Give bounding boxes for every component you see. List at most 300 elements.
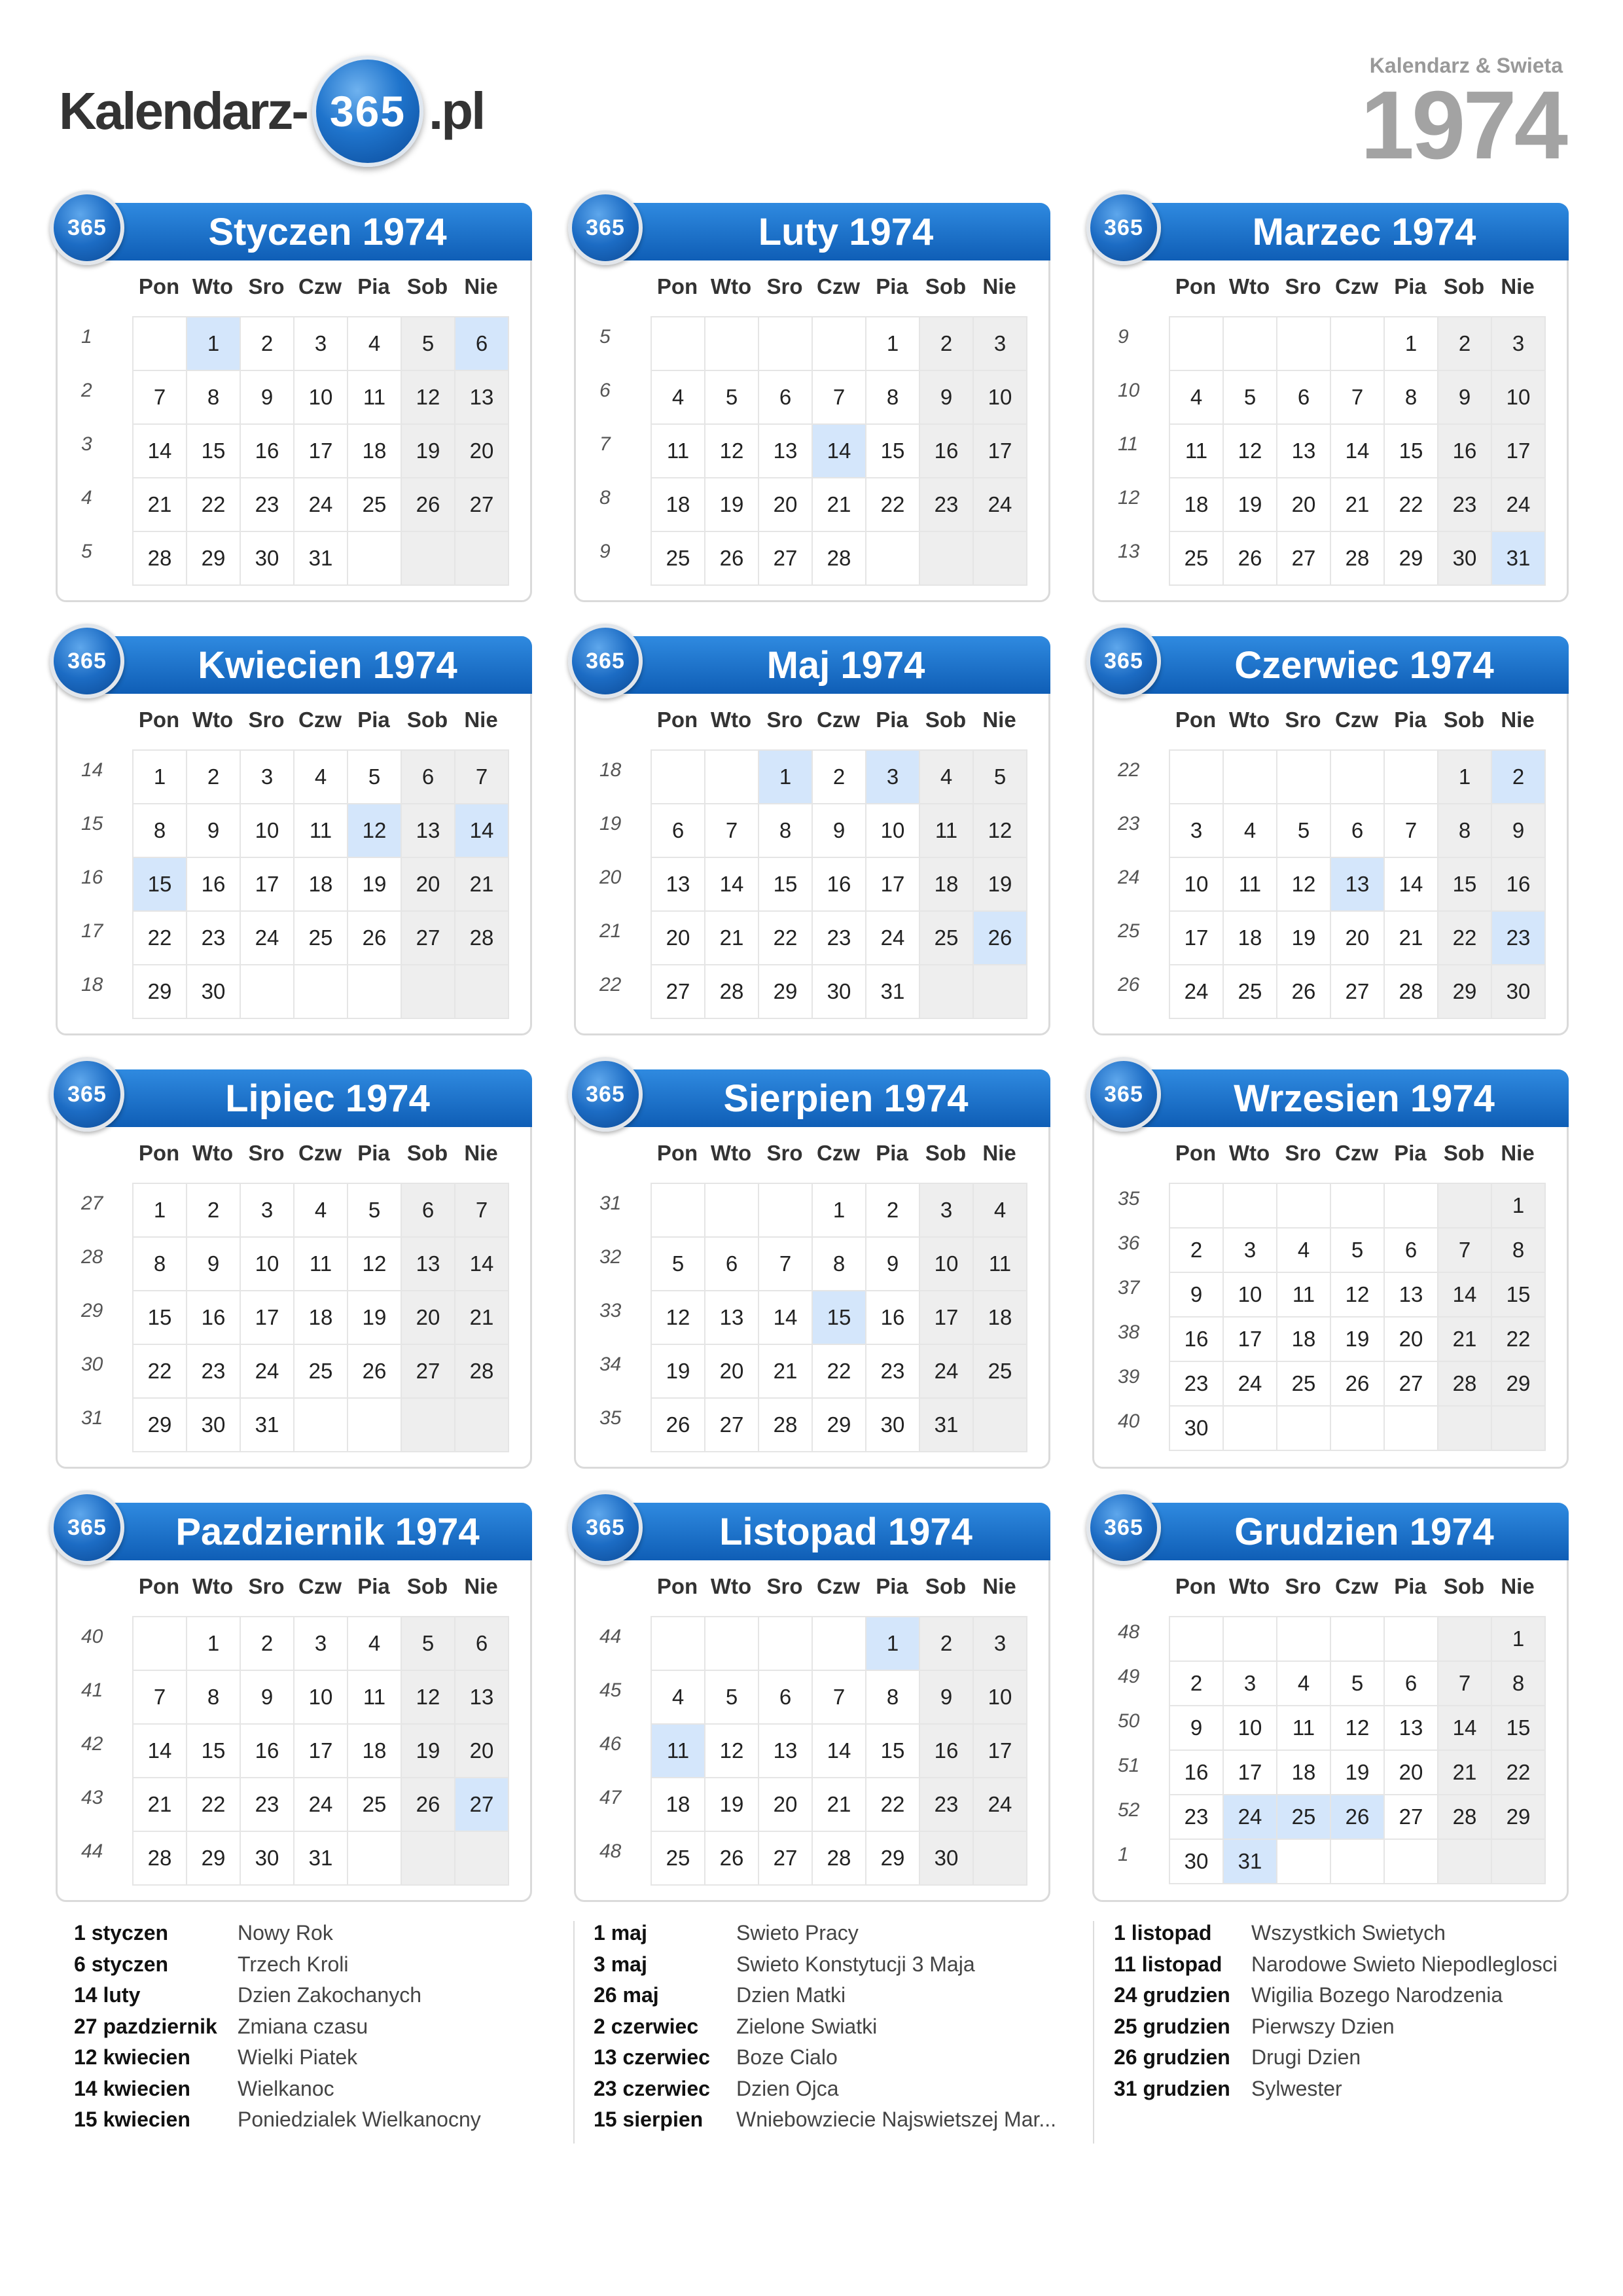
day-cell[interactable]: 1 <box>759 751 813 804</box>
day-cell[interactable]: 1 <box>866 317 920 371</box>
day-cell[interactable]: 11 <box>294 1238 348 1291</box>
day-cell[interactable]: 13 <box>1385 1706 1438 1751</box>
day-cell[interactable]: 23 <box>1170 1362 1224 1407</box>
site-logo[interactable] <box>59 62 484 160</box>
day-cell[interactable]: 18 <box>348 1725 402 1778</box>
day-cell[interactable]: 27 <box>705 1399 759 1452</box>
day-cell[interactable]: 17 <box>866 858 920 912</box>
day-cell[interactable]: 6 <box>1385 1229 1438 1273</box>
day-cell[interactable]: 29 <box>134 965 187 1019</box>
day-cell[interactable]: 12 <box>348 1238 402 1291</box>
day-cell[interactable]: 6 <box>1277 371 1331 425</box>
day-cell[interactable]: 23 <box>813 912 866 965</box>
day-cell[interactable]: 18 <box>1170 478 1224 532</box>
day-cell[interactable]: 21 <box>1331 478 1385 532</box>
day-cell[interactable]: 20 <box>652 912 705 965</box>
day-cell[interactable]: 28 <box>813 1832 866 1886</box>
day-cell[interactable]: 27 <box>402 912 455 965</box>
day-cell[interactable]: 30 <box>866 1399 920 1452</box>
day-cell[interactable]: 3 <box>974 1617 1027 1671</box>
day-cell[interactable]: 16 <box>1438 425 1492 478</box>
day-cell[interactable]: 12 <box>1331 1273 1385 1318</box>
day-cell[interactable]: 24 <box>241 912 294 965</box>
day-cell[interactable]: 20 <box>1277 478 1331 532</box>
day-cell[interactable]: 27 <box>1277 532 1331 586</box>
day-cell[interactable]: 21 <box>1438 1318 1492 1362</box>
day-cell[interactable]: 20 <box>1385 1751 1438 1795</box>
day-cell[interactable]: 23 <box>1170 1795 1224 1840</box>
day-cell[interactable]: 26 <box>1331 1362 1385 1407</box>
day-cell[interactable]: 25 <box>974 1345 1027 1399</box>
day-cell[interactable]: 4 <box>294 1184 348 1238</box>
day-cell[interactable]: 6 <box>759 371 813 425</box>
day-cell[interactable]: 9 <box>1170 1706 1224 1751</box>
day-cell[interactable]: 11 <box>974 1238 1027 1291</box>
day-cell[interactable]: 23 <box>187 912 241 965</box>
day-cell[interactable]: 29 <box>1438 965 1492 1019</box>
day-cell[interactable]: 5 <box>705 1671 759 1725</box>
day-cell[interactable]: 31 <box>1492 532 1546 586</box>
day-cell[interactable]: 11 <box>1277 1273 1331 1318</box>
day-cell[interactable]: 31 <box>294 532 348 586</box>
day-cell[interactable]: 12 <box>652 1291 705 1345</box>
day-cell[interactable]: 19 <box>1331 1751 1385 1795</box>
day-cell[interactable]: 9 <box>920 371 974 425</box>
day-cell[interactable]: 15 <box>813 1291 866 1345</box>
day-cell[interactable]: 8 <box>866 1671 920 1725</box>
day-cell[interactable]: 6 <box>455 1617 509 1671</box>
day-cell[interactable]: 17 <box>1224 1318 1277 1362</box>
day-cell[interactable]: 30 <box>1170 1840 1224 1884</box>
day-cell[interactable]: 11 <box>920 804 974 858</box>
day-cell[interactable]: 2 <box>920 1617 974 1671</box>
day-cell[interactable]: 26 <box>1277 965 1331 1019</box>
day-cell[interactable]: 5 <box>1331 1662 1385 1706</box>
day-cell[interactable]: 26 <box>705 532 759 586</box>
day-cell[interactable]: 22 <box>134 1345 187 1399</box>
day-cell[interactable]: 21 <box>455 1291 509 1345</box>
day-cell[interactable]: 4 <box>1277 1229 1331 1273</box>
day-cell[interactable]: 26 <box>348 912 402 965</box>
day-cell[interactable]: 9 <box>920 1671 974 1725</box>
day-cell[interactable]: 28 <box>813 532 866 586</box>
day-cell[interactable]: 10 <box>1224 1273 1277 1318</box>
day-cell[interactable]: 1 <box>813 1184 866 1238</box>
day-cell[interactable]: 10 <box>974 1671 1027 1725</box>
day-cell[interactable]: 4 <box>348 317 402 371</box>
day-cell[interactable]: 20 <box>402 858 455 912</box>
day-cell[interactable]: 11 <box>348 1671 402 1725</box>
day-cell[interactable]: 20 <box>1331 912 1385 965</box>
day-cell[interactable]: 12 <box>348 804 402 858</box>
day-cell[interactable]: 16 <box>187 858 241 912</box>
day-cell[interactable]: 3 <box>1224 1662 1277 1706</box>
day-cell[interactable]: 27 <box>759 1832 813 1886</box>
day-cell[interactable]: 9 <box>241 371 294 425</box>
day-cell[interactable]: 27 <box>455 478 509 532</box>
day-cell[interactable]: 18 <box>920 858 974 912</box>
day-cell[interactable]: 11 <box>348 371 402 425</box>
day-cell[interactable]: 7 <box>455 1184 509 1238</box>
day-cell[interactable]: 28 <box>1385 965 1438 1019</box>
day-cell[interactable]: 15 <box>187 425 241 478</box>
day-cell[interactable]: 20 <box>455 425 509 478</box>
day-cell[interactable]: 14 <box>1438 1273 1492 1318</box>
day-cell[interactable]: 14 <box>705 858 759 912</box>
day-cell[interactable]: 3 <box>241 751 294 804</box>
day-cell[interactable]: 23 <box>1492 912 1546 965</box>
day-cell[interactable]: 29 <box>134 1399 187 1452</box>
day-cell[interactable]: 13 <box>402 1238 455 1291</box>
day-cell[interactable]: 7 <box>1385 804 1438 858</box>
day-cell[interactable]: 29 <box>187 1832 241 1886</box>
day-cell[interactable]: 7 <box>813 371 866 425</box>
day-cell[interactable]: 3 <box>294 317 348 371</box>
day-cell[interactable]: 20 <box>1385 1318 1438 1362</box>
day-cell[interactable]: 23 <box>866 1345 920 1399</box>
day-cell[interactable]: 8 <box>134 1238 187 1291</box>
day-cell[interactable]: 21 <box>134 1778 187 1832</box>
day-cell[interactable]: 29 <box>1492 1795 1546 1840</box>
day-cell[interactable]: 2 <box>187 1184 241 1238</box>
day-cell[interactable]: 29 <box>1385 532 1438 586</box>
day-cell[interactable]: 15 <box>1492 1273 1546 1318</box>
day-cell[interactable]: 4 <box>920 751 974 804</box>
day-cell[interactable]: 25 <box>1277 1362 1331 1407</box>
day-cell[interactable]: 20 <box>455 1725 509 1778</box>
day-cell[interactable]: 30 <box>187 965 241 1019</box>
day-cell[interactable]: 14 <box>759 1291 813 1345</box>
day-cell[interactable]: 17 <box>241 1291 294 1345</box>
day-cell[interactable]: 15 <box>187 1725 241 1778</box>
day-cell[interactable]: 7 <box>1331 371 1385 425</box>
day-cell[interactable]: 19 <box>1331 1318 1385 1362</box>
day-cell[interactable]: 18 <box>348 425 402 478</box>
day-cell[interactable]: 29 <box>1492 1362 1546 1407</box>
day-cell[interactable]: 23 <box>241 478 294 532</box>
day-cell[interactable]: 16 <box>920 425 974 478</box>
day-cell[interactable]: 12 <box>1224 425 1277 478</box>
day-cell[interactable]: 6 <box>1385 1662 1438 1706</box>
day-cell[interactable]: 20 <box>705 1345 759 1399</box>
day-cell[interactable]: 12 <box>1277 858 1331 912</box>
day-cell[interactable]: 4 <box>1170 371 1224 425</box>
day-cell[interactable]: 14 <box>813 425 866 478</box>
day-cell[interactable]: 2 <box>1170 1229 1224 1273</box>
day-cell[interactable]: 28 <box>1438 1362 1492 1407</box>
day-cell[interactable]: 22 <box>1492 1318 1546 1362</box>
day-cell[interactable]: 27 <box>1385 1362 1438 1407</box>
day-cell[interactable]: 6 <box>759 1671 813 1725</box>
day-cell[interactable]: 14 <box>1331 425 1385 478</box>
day-cell[interactable]: 14 <box>813 1725 866 1778</box>
day-cell[interactable]: 4 <box>1277 1662 1331 1706</box>
day-cell[interactable]: 10 <box>294 371 348 425</box>
day-cell[interactable]: 14 <box>455 804 509 858</box>
day-cell[interactable]: 17 <box>1224 1751 1277 1795</box>
day-cell[interactable]: 13 <box>1385 1273 1438 1318</box>
day-cell[interactable]: 15 <box>134 1291 187 1345</box>
day-cell[interactable]: 8 <box>813 1238 866 1291</box>
day-cell[interactable]: 7 <box>134 371 187 425</box>
day-cell[interactable]: 14 <box>134 425 187 478</box>
day-cell[interactable]: 26 <box>705 1832 759 1886</box>
day-cell[interactable]: 1 <box>187 317 241 371</box>
day-cell[interactable]: 23 <box>1438 478 1492 532</box>
day-cell[interactable]: 2 <box>1438 317 1492 371</box>
day-cell[interactable]: 13 <box>759 425 813 478</box>
day-cell[interactable]: 3 <box>974 317 1027 371</box>
day-cell[interactable]: 7 <box>1438 1229 1492 1273</box>
day-cell[interactable]: 21 <box>134 478 187 532</box>
day-cell[interactable]: 11 <box>294 804 348 858</box>
day-cell[interactable]: 17 <box>294 1725 348 1778</box>
day-cell[interactable]: 1 <box>187 1617 241 1671</box>
day-cell[interactable]: 18 <box>652 1778 705 1832</box>
day-cell[interactable]: 30 <box>187 1399 241 1452</box>
day-cell[interactable]: 30 <box>813 965 866 1019</box>
day-cell[interactable]: 18 <box>294 858 348 912</box>
day-cell[interactable]: 18 <box>974 1291 1027 1345</box>
day-cell[interactable]: 29 <box>866 1832 920 1886</box>
day-cell[interactable]: 31 <box>294 1832 348 1886</box>
day-cell[interactable]: 12 <box>1331 1706 1385 1751</box>
day-cell[interactable]: 1 <box>1492 1184 1546 1229</box>
day-cell[interactable]: 20 <box>402 1291 455 1345</box>
day-cell[interactable]: 7 <box>1438 1662 1492 1706</box>
day-cell[interactable]: 1 <box>866 1617 920 1671</box>
day-cell[interactable]: 2 <box>187 751 241 804</box>
day-cell[interactable]: 28 <box>1331 532 1385 586</box>
day-cell[interactable]: 26 <box>1331 1795 1385 1840</box>
day-cell[interactable]: 3 <box>294 1617 348 1671</box>
day-cell[interactable]: 13 <box>455 371 509 425</box>
day-cell[interactable]: 22 <box>134 912 187 965</box>
day-cell[interactable]: 21 <box>1385 912 1438 965</box>
day-cell[interactable]: 25 <box>1277 1795 1331 1840</box>
day-cell[interactable]: 23 <box>920 478 974 532</box>
day-cell[interactable]: 22 <box>1438 912 1492 965</box>
day-cell[interactable]: 8 <box>866 371 920 425</box>
day-cell[interactable]: 15 <box>134 858 187 912</box>
day-cell[interactable]: 24 <box>1492 478 1546 532</box>
day-cell[interactable]: 16 <box>1492 858 1546 912</box>
day-cell[interactable]: 19 <box>705 478 759 532</box>
day-cell[interactable]: 16 <box>920 1725 974 1778</box>
day-cell[interactable]: 2 <box>920 317 974 371</box>
day-cell[interactable]: 6 <box>705 1238 759 1291</box>
day-cell[interactable]: 19 <box>974 858 1027 912</box>
day-cell[interactable]: 20 <box>759 1778 813 1832</box>
day-cell[interactable]: 5 <box>705 371 759 425</box>
day-cell[interactable]: 16 <box>866 1291 920 1345</box>
day-cell[interactable]: 26 <box>402 1778 455 1832</box>
day-cell[interactable]: 10 <box>241 1238 294 1291</box>
day-cell[interactable]: 9 <box>1170 1273 1224 1318</box>
day-cell[interactable]: 12 <box>402 371 455 425</box>
day-cell[interactable]: 30 <box>241 532 294 586</box>
day-cell[interactable]: 25 <box>1170 532 1224 586</box>
day-cell[interactable]: 25 <box>348 1778 402 1832</box>
day-cell[interactable]: 21 <box>455 858 509 912</box>
day-cell[interactable]: 16 <box>813 858 866 912</box>
day-cell[interactable]: 21 <box>705 912 759 965</box>
day-cell[interactable]: 25 <box>294 912 348 965</box>
day-cell[interactable]: 5 <box>974 751 1027 804</box>
day-cell[interactable]: 8 <box>187 371 241 425</box>
day-cell[interactable]: 30 <box>920 1832 974 1886</box>
day-cell[interactable]: 20 <box>759 478 813 532</box>
day-cell[interactable]: 2 <box>1492 751 1546 804</box>
day-cell[interactable]: 30 <box>1438 532 1492 586</box>
day-cell[interactable]: 18 <box>294 1291 348 1345</box>
day-cell[interactable]: 23 <box>920 1778 974 1832</box>
day-cell[interactable]: 11 <box>1224 858 1277 912</box>
day-cell[interactable]: 22 <box>759 912 813 965</box>
day-cell[interactable]: 4 <box>348 1617 402 1671</box>
day-cell[interactable]: 27 <box>1331 965 1385 1019</box>
day-cell[interactable]: 19 <box>705 1778 759 1832</box>
day-cell[interactable]: 2 <box>813 751 866 804</box>
day-cell[interactable]: 22 <box>187 1778 241 1832</box>
day-cell[interactable]: 10 <box>294 1671 348 1725</box>
day-cell[interactable]: 24 <box>920 1345 974 1399</box>
day-cell[interactable]: 9 <box>1492 804 1546 858</box>
day-cell[interactable]: 16 <box>187 1291 241 1345</box>
day-cell[interactable]: 19 <box>1277 912 1331 965</box>
day-cell[interactable]: 1 <box>1385 317 1438 371</box>
day-cell[interactable]: 11 <box>652 425 705 478</box>
day-cell[interactable]: 31 <box>866 965 920 1019</box>
day-cell[interactable]: 13 <box>1277 425 1331 478</box>
day-cell[interactable]: 13 <box>759 1725 813 1778</box>
day-cell[interactable]: 16 <box>241 1725 294 1778</box>
day-cell[interactable]: 3 <box>920 1184 974 1238</box>
day-cell[interactable]: 25 <box>348 478 402 532</box>
day-cell[interactable]: 4 <box>294 751 348 804</box>
day-cell[interactable]: 7 <box>455 751 509 804</box>
day-cell[interactable]: 11 <box>652 1725 705 1778</box>
day-cell[interactable]: 17 <box>1170 912 1224 965</box>
day-cell[interactable]: 19 <box>402 1725 455 1778</box>
day-cell[interactable]: 25 <box>652 532 705 586</box>
day-cell[interactable]: 2 <box>241 1617 294 1671</box>
day-cell[interactable]: 17 <box>1492 425 1546 478</box>
day-cell[interactable]: 11 <box>1277 1706 1331 1751</box>
day-cell[interactable]: 17 <box>241 858 294 912</box>
day-cell[interactable]: 4 <box>652 1671 705 1725</box>
day-cell[interactable]: 6 <box>1331 804 1385 858</box>
day-cell[interactable]: 22 <box>813 1345 866 1399</box>
day-cell[interactable]: 9 <box>241 1671 294 1725</box>
day-cell[interactable]: 9 <box>187 804 241 858</box>
day-cell[interactable]: 27 <box>652 965 705 1019</box>
day-cell[interactable]: 19 <box>1224 478 1277 532</box>
day-cell[interactable]: 25 <box>1224 965 1277 1019</box>
day-cell[interactable]: 13 <box>652 858 705 912</box>
day-cell[interactable]: 8 <box>134 804 187 858</box>
day-cell[interactable]: 17 <box>920 1291 974 1345</box>
day-cell[interactable]: 8 <box>759 804 813 858</box>
day-cell[interactable]: 24 <box>1224 1795 1277 1840</box>
day-cell[interactable]: 3 <box>241 1184 294 1238</box>
day-cell[interactable]: 17 <box>974 425 1027 478</box>
day-cell[interactable]: 3 <box>866 751 920 804</box>
day-cell[interactable]: 26 <box>652 1399 705 1452</box>
day-cell[interactable]: 15 <box>1492 1706 1546 1751</box>
day-cell[interactable]: 13 <box>705 1291 759 1345</box>
day-cell[interactable]: 22 <box>1492 1751 1546 1795</box>
day-cell[interactable]: 28 <box>455 1345 509 1399</box>
day-cell[interactable]: 31 <box>241 1399 294 1452</box>
day-cell[interactable]: 8 <box>1492 1229 1546 1273</box>
day-cell[interactable]: 25 <box>652 1832 705 1886</box>
day-cell[interactable]: 27 <box>759 532 813 586</box>
day-cell[interactable]: 21 <box>813 1778 866 1832</box>
day-cell[interactable]: 12 <box>974 804 1027 858</box>
day-cell[interactable]: 10 <box>1170 858 1224 912</box>
day-cell[interactable]: 24 <box>294 1778 348 1832</box>
day-cell[interactable]: 5 <box>1331 1229 1385 1273</box>
day-cell[interactable]: 10 <box>1224 1706 1277 1751</box>
day-cell[interactable]: 27 <box>455 1778 509 1832</box>
day-cell[interactable]: 5 <box>348 751 402 804</box>
day-cell[interactable]: 12 <box>402 1671 455 1725</box>
day-cell[interactable]: 3 <box>1492 317 1546 371</box>
day-cell[interactable]: 18 <box>1277 1318 1331 1362</box>
day-cell[interactable]: 10 <box>241 804 294 858</box>
day-cell[interactable]: 8 <box>1438 804 1492 858</box>
day-cell[interactable]: 9 <box>1438 371 1492 425</box>
day-cell[interactable]: 1 <box>1438 751 1492 804</box>
day-cell[interactable]: 12 <box>705 425 759 478</box>
day-cell[interactable]: 26 <box>348 1345 402 1399</box>
day-cell[interactable]: 26 <box>1224 532 1277 586</box>
day-cell[interactable]: 25 <box>294 1345 348 1399</box>
day-cell[interactable]: 1 <box>134 1184 187 1238</box>
day-cell[interactable]: 21 <box>813 478 866 532</box>
day-cell[interactable]: 24 <box>974 1778 1027 1832</box>
day-cell[interactable]: 6 <box>402 1184 455 1238</box>
day-cell[interactable]: 5 <box>1277 804 1331 858</box>
day-cell[interactable]: 13 <box>455 1671 509 1725</box>
day-cell[interactable]: 6 <box>652 804 705 858</box>
day-cell[interactable]: 3 <box>1224 1229 1277 1273</box>
day-cell[interactable]: 27 <box>1385 1795 1438 1840</box>
day-cell[interactable]: 21 <box>1438 1751 1492 1795</box>
day-cell[interactable]: 10 <box>1492 371 1546 425</box>
day-cell[interactable]: 10 <box>974 371 1027 425</box>
day-cell[interactable]: 15 <box>759 858 813 912</box>
day-cell[interactable]: 24 <box>1224 1362 1277 1407</box>
day-cell[interactable]: 15 <box>866 1725 920 1778</box>
day-cell[interactable]: 6 <box>402 751 455 804</box>
day-cell[interactable]: 5 <box>348 1184 402 1238</box>
day-cell[interactable]: 28 <box>1438 1795 1492 1840</box>
day-cell[interactable]: 30 <box>1492 965 1546 1019</box>
day-cell[interactable]: 4 <box>974 1184 1027 1238</box>
day-cell[interactable]: 4 <box>652 371 705 425</box>
day-cell[interactable]: 22 <box>187 478 241 532</box>
day-cell[interactable]: 16 <box>1170 1318 1224 1362</box>
day-cell[interactable]: 10 <box>920 1238 974 1291</box>
day-cell[interactable]: 19 <box>348 1291 402 1345</box>
day-cell[interactable]: 7 <box>134 1671 187 1725</box>
day-cell[interactable]: 19 <box>652 1345 705 1399</box>
day-cell[interactable]: 26 <box>402 478 455 532</box>
day-cell[interactable]: 7 <box>705 804 759 858</box>
day-cell[interactable]: 24 <box>1170 965 1224 1019</box>
